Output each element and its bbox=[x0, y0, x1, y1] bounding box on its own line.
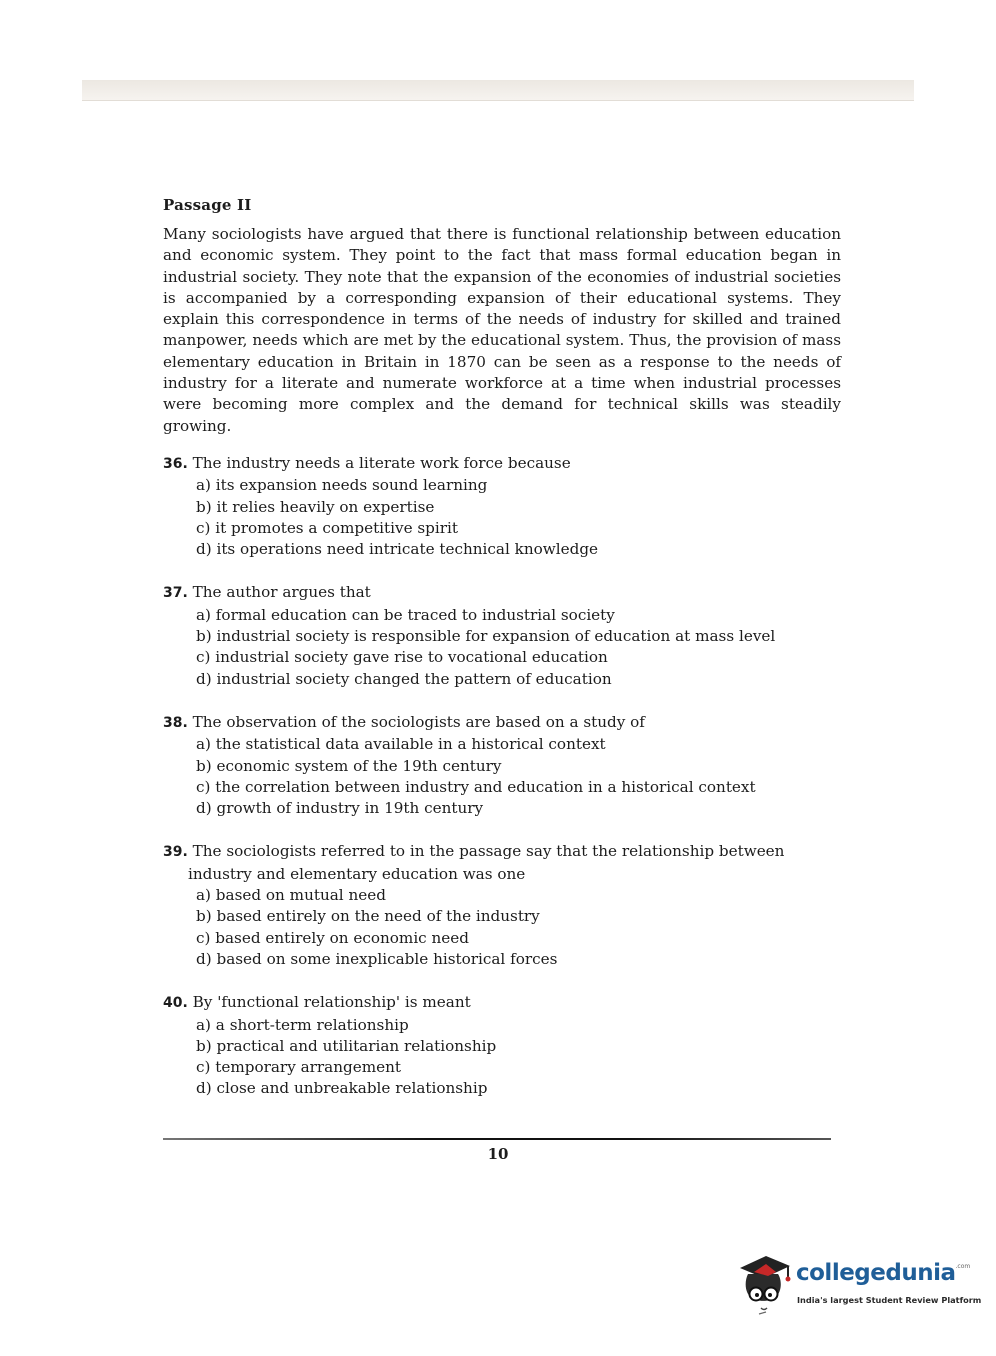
question-number: 36. bbox=[163, 455, 188, 472]
option-d: d) close and unbreakable relationship bbox=[196, 1079, 488, 1098]
option-d: d) based on some inexplicable historical forces bbox=[196, 949, 558, 968]
collegedunia-watermark bbox=[736, 1250, 982, 1320]
question-stem bbox=[163, 992, 841, 1014]
passage-heading: Passage II bbox=[163, 196, 252, 214]
option-a: a) the statistical data available in a historical context bbox=[196, 735, 606, 754]
option-b: b) economic system of the 19th century bbox=[196, 756, 502, 775]
option-b: b) it relies heavily on expertise bbox=[196, 497, 435, 516]
page-content bbox=[163, 196, 841, 1122]
question-40 bbox=[163, 992, 841, 1099]
question-text: The sociologists referred to in the passage say that the relationship between industry and elementary education was one bbox=[188, 842, 785, 883]
option-d: d) industrial society changed the pattern of education bbox=[196, 669, 612, 688]
option-b: b) industrial society is responsible for expansion of education at mass level bbox=[196, 627, 776, 646]
option-a: a) its expansion needs sound learning bbox=[196, 476, 488, 495]
question-stem bbox=[163, 582, 841, 604]
option-d: d) its operations need intricate technical knowledge bbox=[196, 540, 599, 559]
option-c: c) based entirely on economic need bbox=[196, 928, 469, 947]
page-number: 10 bbox=[487, 1145, 509, 1163]
option-list bbox=[163, 885, 841, 970]
option-c: c) industrial society gave rise to vocational education bbox=[196, 648, 608, 667]
question-text: The industry needs a literate work force because bbox=[192, 453, 571, 472]
option-b: b) practical and utilitarian relationship bbox=[196, 1036, 497, 1055]
option-list bbox=[163, 475, 841, 560]
question-text: The author argues that bbox=[192, 583, 371, 602]
question-number: 37. bbox=[163, 585, 188, 602]
question-37 bbox=[163, 582, 841, 689]
question-stem bbox=[163, 841, 841, 885]
question-38 bbox=[163, 712, 841, 819]
brand-name-text: collegedunia bbox=[796, 1260, 956, 1286]
footer-rule bbox=[163, 1138, 831, 1140]
brand-suffix: .com bbox=[955, 1263, 971, 1270]
scan-top-band bbox=[82, 80, 914, 101]
option-c: c) it promotes a competitive spirit bbox=[196, 518, 458, 537]
question-number: 38. bbox=[163, 714, 188, 731]
question-number: 40. bbox=[163, 995, 188, 1012]
brand-tagline: India's largest Student Review Platform bbox=[797, 1295, 982, 1305]
option-c: c) temporary arrangement bbox=[196, 1058, 401, 1077]
option-list bbox=[163, 734, 841, 819]
question-number: 39. bbox=[163, 844, 188, 861]
passage-text: Many sociologists have argued that there is functional relationship between education and economic system. They point to the fact that mass formal education began in industrial society. They note that the expansion of the economies of industrial societies is accompanied by a corresponding expansion of their educational systems. They explain this correspondence in terms of the needs of industry for skilled and trained manpower, needs which are met by the educational system. Thus, the provision of mass elementary education in Britain in 1870 can be seen as a response to the needs of industry for a literate and numerate workforce at a time when industrial processes were becoming more complex and the demand for technical skills was steadily growing. bbox=[163, 225, 841, 435]
brand-name bbox=[796, 1260, 970, 1286]
question-text: By 'functional relationship' is meant bbox=[192, 993, 471, 1012]
option-c: c) the correlation between industry and education in a historical context bbox=[196, 777, 756, 796]
question-39 bbox=[163, 841, 841, 970]
option-a: a) formal education can be traced to industrial society bbox=[196, 605, 615, 624]
option-list bbox=[163, 605, 841, 690]
question-stem bbox=[163, 453, 841, 475]
option-d: d) growth of industry in 19th century bbox=[196, 799, 484, 818]
question-36 bbox=[163, 453, 841, 560]
question-text: The observation of the sociologists are based on a study of bbox=[192, 712, 645, 731]
option-list bbox=[163, 1015, 841, 1100]
option-a: a) a short-term relationship bbox=[196, 1015, 409, 1034]
option-a: a) based on mutual need bbox=[196, 886, 386, 905]
graduate-mascot-icon bbox=[736, 1250, 792, 1316]
question-stem bbox=[163, 712, 841, 734]
option-b: b) based entirely on the need of the industry bbox=[196, 907, 540, 926]
